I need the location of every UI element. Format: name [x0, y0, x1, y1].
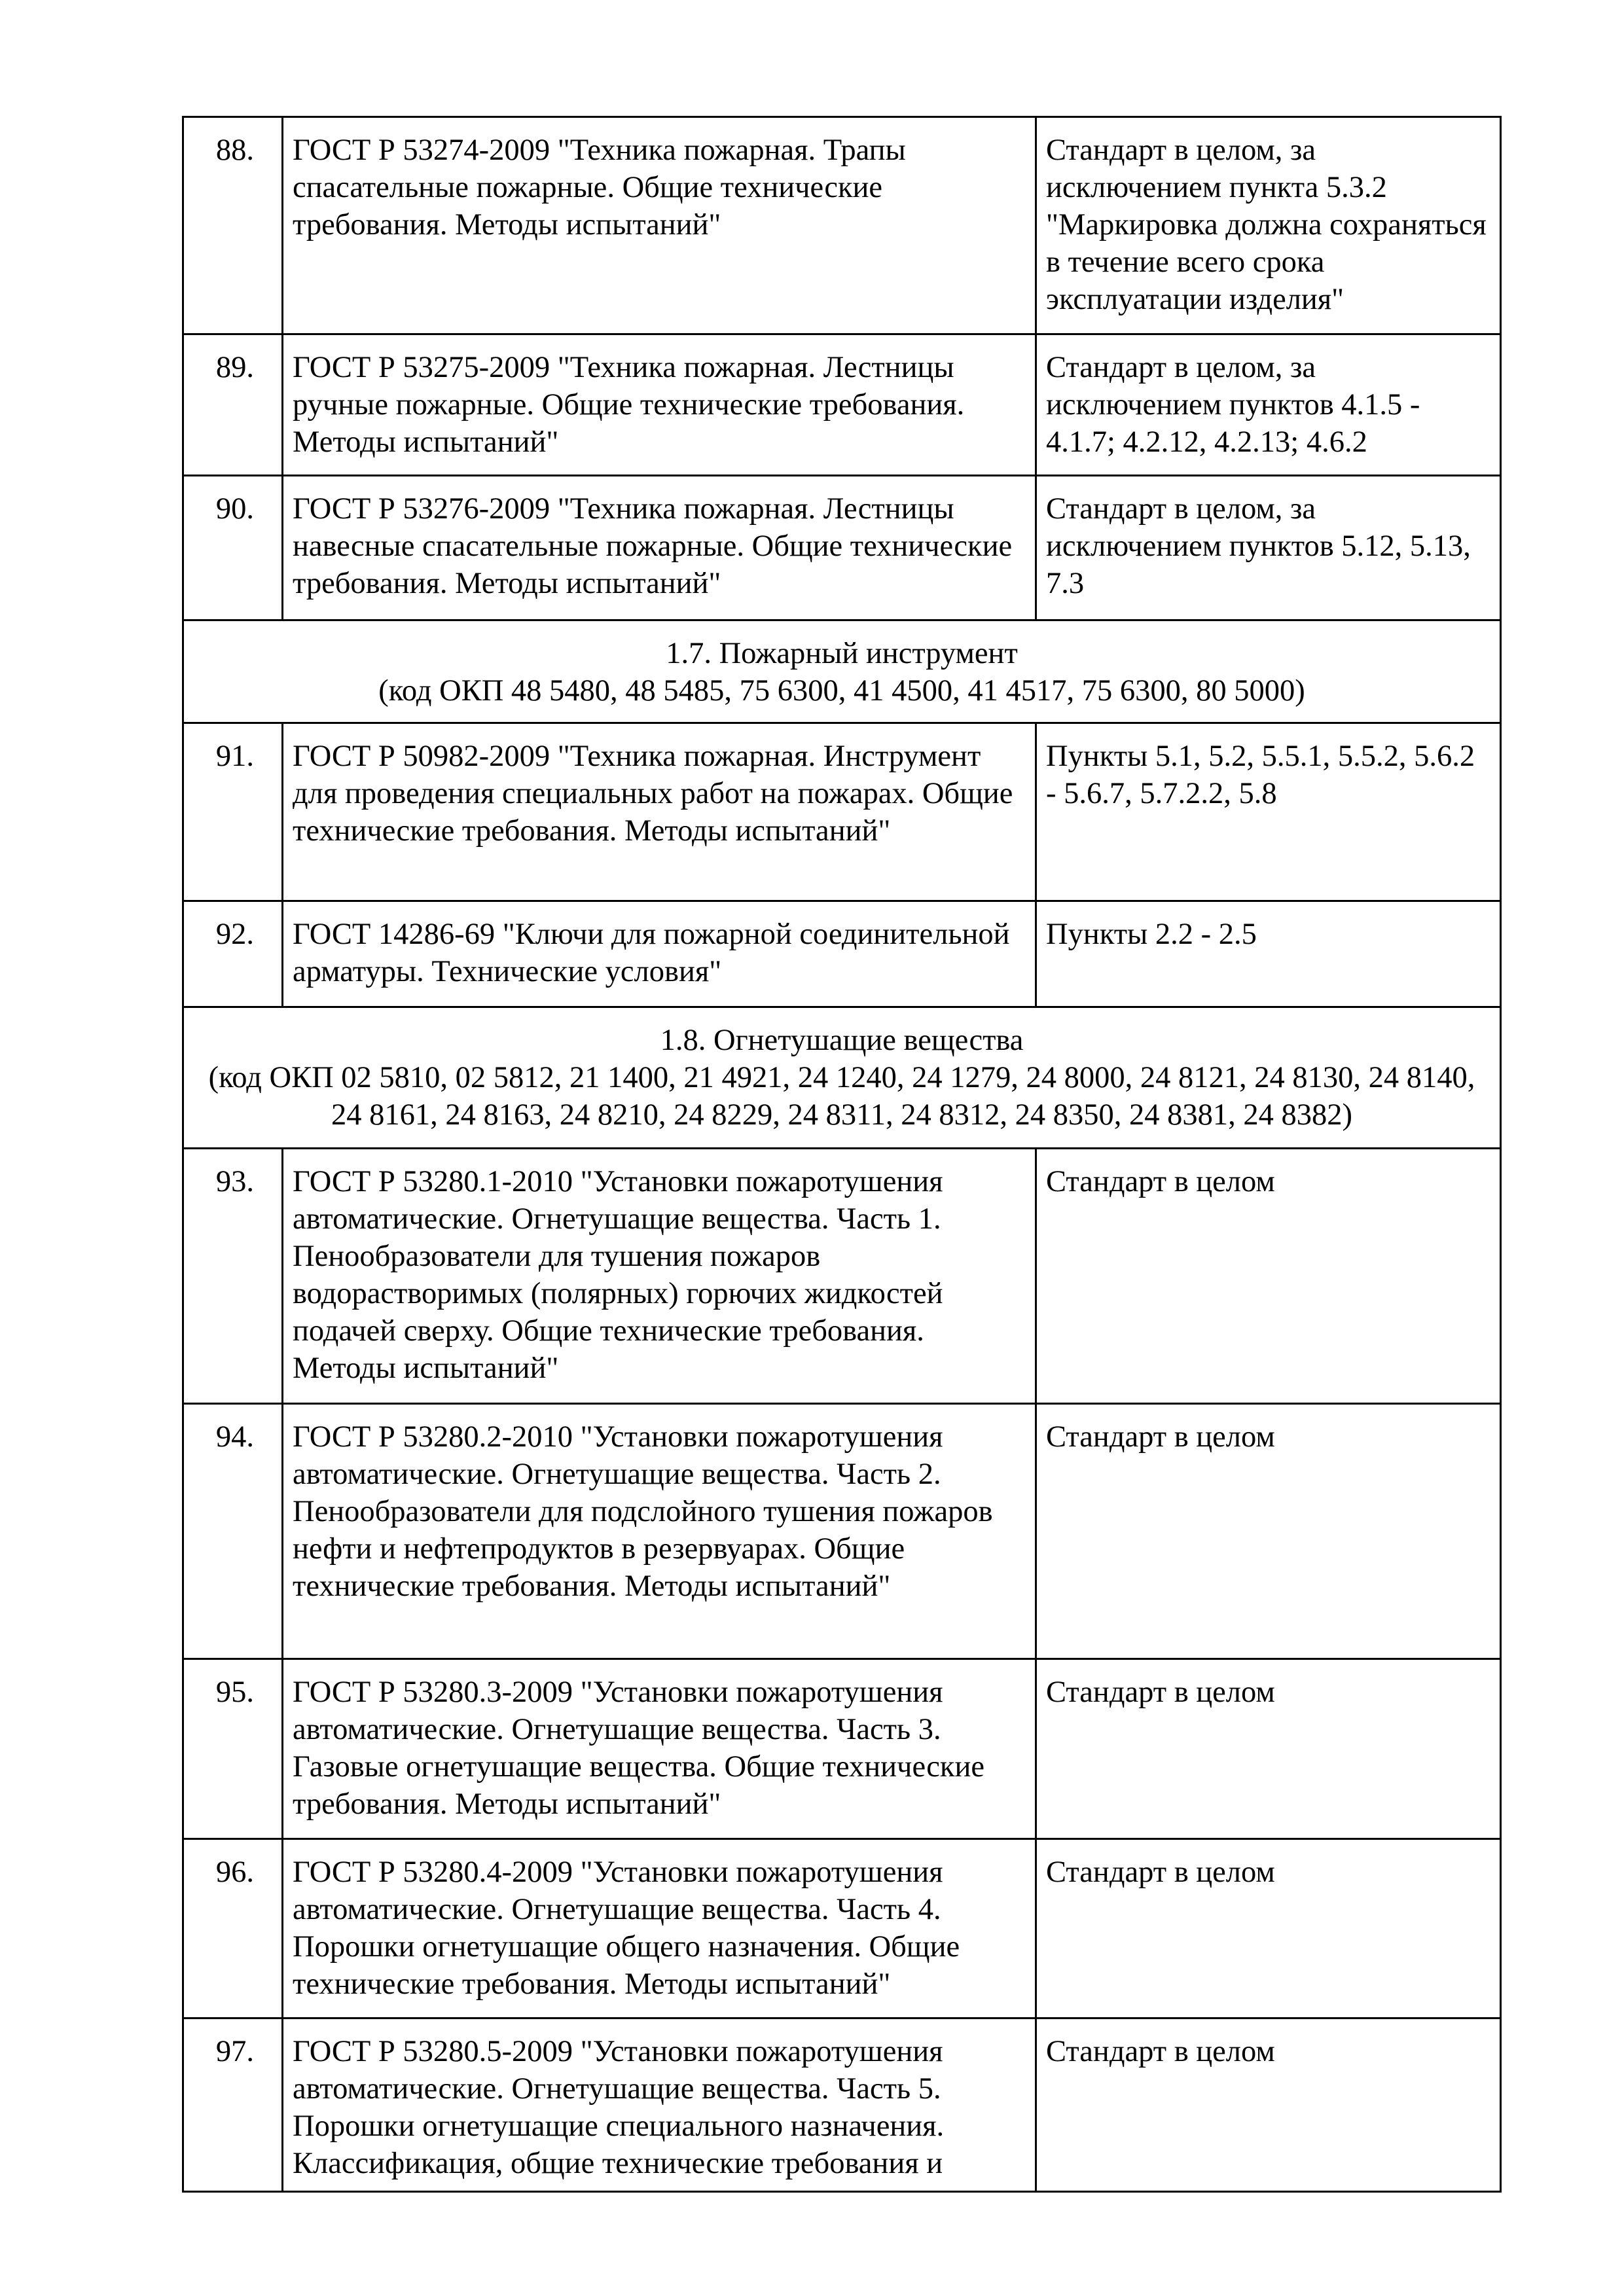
table-row: [183, 1659, 1501, 1839]
table-row: [183, 901, 1501, 1007]
row-number: 89.: [183, 334, 283, 476]
table-row: [183, 476, 1501, 620]
table-row: [183, 1149, 1501, 1404]
row-number: 93.: [183, 1149, 283, 1404]
scope-text: Стандарт в целом: [1036, 1839, 1501, 2018]
section-header: [183, 620, 1501, 723]
standard-title: ГОСТ Р 53280.5-2009 "Установки пожаротушения автоматические. Огнетушащие вещества. Часть 5. Порошки огнетушащие специального назначения. Классификация, общие технические требования и: [283, 2018, 1036, 2192]
scope-text: Стандарт в целом: [1036, 1659, 1501, 1839]
table-row: [183, 1839, 1501, 2018]
standard-title: ГОСТ Р 53274-2009 "Техника пожарная. Трапы спасательные пожарные. Общие технические требования. Методы испытаний": [283, 117, 1036, 334]
standard-title: ГОСТ Р 53275-2009 "Техника пожарная. Лестницы ручные пожарные. Общие технические требования. Методы испытаний": [283, 334, 1036, 476]
section-title: 1.7. Пожарный инструмент: [666, 637, 1018, 670]
standards-table: [182, 116, 1502, 2193]
scope-text: Стандарт в целом, за исключением пункта 5.3.2 "Маркировка должна сохраняться в течение всего срока эксплуатации изделия": [1036, 117, 1501, 334]
scope-text: Стандарт в целом: [1036, 1404, 1501, 1659]
standard-title: ГОСТ Р 50982-2009 "Техника пожарная. Инструмент для проведения специальных работ на пожарах. Общие технические требования. Методы испытаний": [283, 723, 1036, 901]
scope-text: Стандарт в целом: [1036, 1149, 1501, 1404]
row-number: 88.: [183, 117, 283, 334]
standard-title: ГОСТ Р 53280.3-2009 "Установки пожаротушения автоматические. Огнетушащие вещества. Часть 3. Газовые огнетушащие вещества. Общие технические требования. Методы испытаний": [283, 1659, 1036, 1839]
scope-text: Пункты 2.2 - 2.5: [1036, 901, 1501, 1007]
row-number: 90.: [183, 476, 283, 620]
standard-title: ГОСТ Р 53280.1-2010 "Установки пожаротушения автоматические. Огнетушащие вещества. Часть 1. Пенообразователи для тушения пожаров водорастворимых (полярных) горючих жидкостей подачей сверху. Общие технические требования. Методы испытаний": [283, 1149, 1036, 1404]
table-row: [183, 723, 1501, 901]
row-number: 95.: [183, 1659, 283, 1839]
standard-title: ГОСТ Р 53280.2-2010 "Установки пожаротушения автоматические. Огнетушащие вещества. Часть 2. Пенообразователи для подслойного тушения пожаров нефти и нефтепродуктов в резервуарах. Общие технические требования. Методы испытаний": [283, 1404, 1036, 1659]
table-row: [183, 117, 1501, 334]
scope-text: Стандарт в целом, за исключением пунктов 4.1.5 - 4.1.7; 4.2.12, 4.2.13; 4.6.2: [1036, 334, 1501, 476]
section-header-row: [183, 620, 1501, 723]
section-header: [183, 1007, 1501, 1149]
row-number: 92.: [183, 901, 283, 1007]
scope-text: Стандарт в целом: [1036, 2018, 1501, 2192]
table-row: [183, 2018, 1501, 2192]
section-codes: (код ОКП 02 5810, 02 5812, 21 1400, 21 4921, 24 1240, 24 1279, 24 8000, 24 8121, 24 8130, 24 8140, 24 8161, 24 8163, 24 8210, 24 8229, 24 8311, 24 8312, 24 8350, 24 8381, 24 8382): [208, 1061, 1475, 1132]
standard-title: ГОСТ Р 53276-2009 "Техника пожарная. Лестницы навесные спасательные пожарные. Общие технические требования. Методы испытаний": [283, 476, 1036, 620]
row-number: 91.: [183, 723, 283, 901]
row-number: 96.: [183, 1839, 283, 2018]
standard-title: ГОСТ Р 53280.4-2009 "Установки пожаротушения автоматические. Огнетушащие вещества. Часть 4. Порошки огнетушащие общего назначения. Общие технические требования. Методы испытаний": [283, 1839, 1036, 2018]
scope-text: Пункты 5.1, 5.2, 5.5.1, 5.5.2, 5.6.2 - 5.6.7, 5.7.2.2, 5.8: [1036, 723, 1501, 901]
table-row: [183, 334, 1501, 476]
scope-text: Стандарт в целом, за исключением пунктов 5.12, 5.13, 7.3: [1036, 476, 1501, 620]
row-number: 97.: [183, 2018, 283, 2192]
section-header-row: [183, 1007, 1501, 1149]
section-title: 1.8. Огнетушащие вещества: [660, 1024, 1024, 1057]
table-row: [183, 1404, 1501, 1659]
row-number: 94.: [183, 1404, 283, 1659]
section-codes: (код ОКП 48 5480, 48 5485, 75 6300, 41 4500, 41 4517, 75 6300, 80 5000): [378, 674, 1305, 708]
standard-title: ГОСТ 14286-69 "Ключи для пожарной соединительной арматуры. Технические условия": [283, 901, 1036, 1007]
